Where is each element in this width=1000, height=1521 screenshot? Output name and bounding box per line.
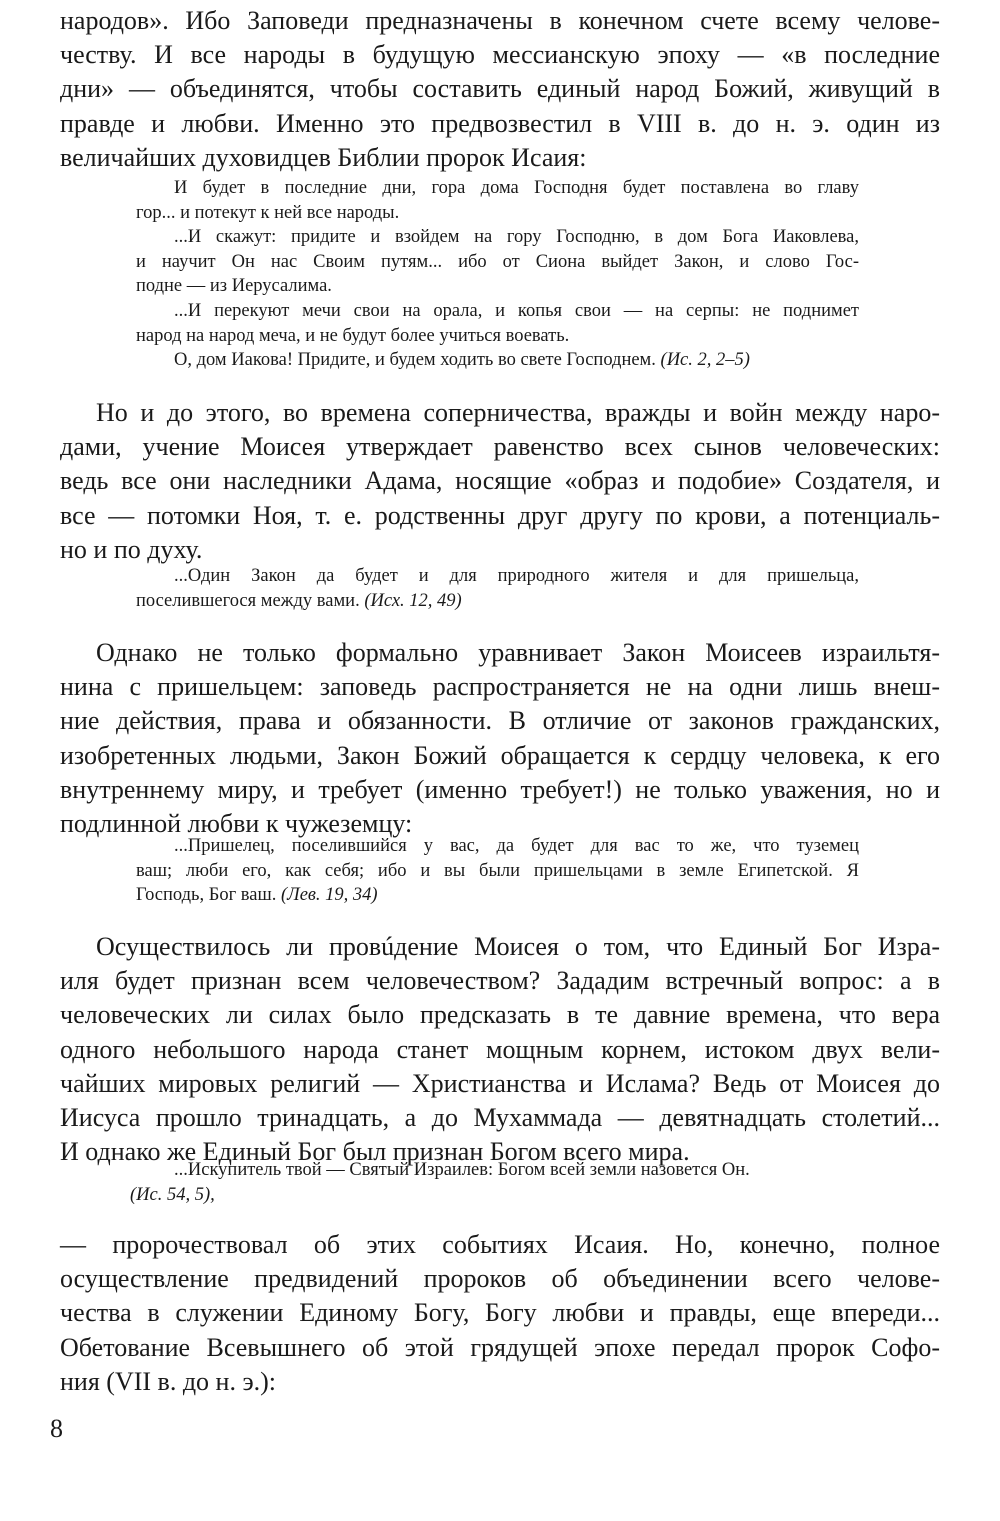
paragraph-3: [60, 636, 940, 841]
text-line: подлинной любви к чужеземцу:: [60, 809, 413, 839]
quote-line: подне — из Иерусалима.: [136, 276, 332, 297]
text-line: ние действия, права и обязанности. В отличие от законов гражданских,: [60, 706, 940, 736]
quote-line: и научит Он нас Своим путям... ибо от Сиона выйдет Закон, и слово Гос-: [136, 251, 859, 272]
text-line: Осуществилось ли провúдение Моисея о том, что Единый Бог Изра-: [96, 932, 940, 961]
text-line: честву. И все народы в будущую мессианскую эпоху — «в последние: [60, 40, 940, 70]
quote-line: [130, 1183, 859, 1208]
quote-line: ...И перекуют мечи свои на орала, и копья свои — на серпы: не поднимет: [174, 300, 859, 321]
text-line: чайших мировых религий — Христианства и Ислама? Ведь от Моисея до: [60, 1068, 940, 1098]
text-line: одного небольшого народа станет мощным корнем, истоком двух вели-: [60, 1034, 940, 1064]
quotation-isaiah-2: [136, 176, 859, 373]
text-line: все — потомки Ноя, т. е. родственны друг другу по крови, а потенциаль-: [60, 500, 940, 530]
text-line: иля будет признан всем человечеством? Зададим встречный вопрос: а в: [60, 966, 940, 996]
text-line: Иисуса прошло тринадцать, а до Мухаммада — девятнадцать столетий...: [60, 1103, 940, 1133]
page-number: 8: [50, 1414, 63, 1443]
text-line: дами, учение Моисея утверждает равенство всех сынов человеческих:: [60, 432, 940, 462]
paragraph-2: [60, 396, 940, 567]
quote-line: гор... и потекут к ней все народы.: [136, 202, 400, 223]
scripture-reference: (Ис. 54, 5),: [130, 1184, 215, 1205]
quote-line: ...Один Закон да будет и для природного жителя и для пришельца,: [174, 566, 859, 586]
text-line: — пророчествовал об этих событиях Исаия. Но, конечно, полное: [60, 1230, 940, 1259]
quote-line: народ на народ меча, и не будут более учиться воевать.: [136, 325, 570, 346]
paragraph-5: [60, 1228, 940, 1399]
text-line: правде и любви. Именно это предвозвестил в VIII в. до н. э. один из: [60, 108, 940, 138]
scripture-reference: (Исх. 12, 49): [364, 590, 462, 611]
quote-line: [136, 589, 859, 614]
quote-line: ваш; люби его, как себя; ибо и вы были пришельцами в земле Египетской. Я: [136, 860, 859, 881]
text-line: Однако не только формально уравнивает Закон Моисеев израильтя-: [96, 638, 940, 667]
text-line: И однако же Единый Бог был признан Богом всего мира.: [60, 1137, 690, 1167]
text-line: ведь все они наследники Адама, носящие «образ и подобие» Создателя, и: [60, 466, 940, 496]
text-line: человеческих ли силах было предсказать в те давние времена, что вера: [60, 1000, 940, 1030]
scripture-reference: (Лев. 19, 34): [281, 885, 378, 906]
text-line: осуществление предвидений пророков об объединении всего челове-: [60, 1264, 940, 1294]
scripture-reference: (Ис. 2, 2–5): [660, 350, 750, 371]
quotation-leviticus-19: [136, 834, 859, 908]
quote-line: ...Пришелец, поселившийся у вас, да будет для вас то же, что туземец: [174, 836, 859, 856]
text-line: Обетование Всевышнего об этой грядущей эпохе передал пророк Софо-: [60, 1332, 940, 1362]
text-line: нина с пришельцем: заповедь распространяется не на одни лишь внеш-: [60, 672, 940, 702]
text-line: чества в служении Единому Богу, Богу любви и правды, еще впереди...: [60, 1298, 940, 1328]
text-line: ния (VII в. до н. э.):: [60, 1366, 276, 1396]
quote-text: поселившегося между вами.: [136, 590, 360, 611]
quotation-isaiah-54: [130, 1158, 859, 1207]
text-line: величайших духовидцев Библии пророк Исаия:: [60, 142, 587, 172]
quote-line: [136, 348, 859, 373]
quote-line: [136, 883, 859, 908]
quote-line: И будет в последние дни, гора дома Господня будет поставлена во главу: [174, 178, 859, 198]
text-line: Но и до этого, во времена соперничества, вражды и войн между наро-: [96, 398, 940, 427]
quote-line: ...И скажут: придите и взойдем на гору Господню, в дом Бога Иаковлева,: [174, 227, 859, 248]
quotation-exodus-12: [136, 564, 859, 613]
text-line: народов». Ибо Заповеди предназначены в конечном счете всему челове-: [60, 6, 940, 35]
quote-text: О, дом Иакова! Придите, и будем ходить во свете Господнем.: [174, 350, 656, 371]
paragraph-4: [60, 930, 940, 1169]
text-line: внутреннему миру, и требует (именно требует!) не только уважения, но и: [60, 774, 940, 804]
text-line: дни» — объединятся, чтобы составить единый народ Божий, живущий в: [60, 74, 940, 104]
paragraph-1: [60, 4, 940, 175]
quote-text: Господь, Бог ваш.: [136, 885, 277, 906]
text-line: но и по духу.: [60, 534, 203, 564]
quote-line: ...Искупитель твой — Святый Израилев: Богом всей земли назовется Он.: [174, 1160, 750, 1180]
text-line: изобретенных людьми, Закон Божий обращается к сердцу человека, к его: [60, 740, 940, 770]
